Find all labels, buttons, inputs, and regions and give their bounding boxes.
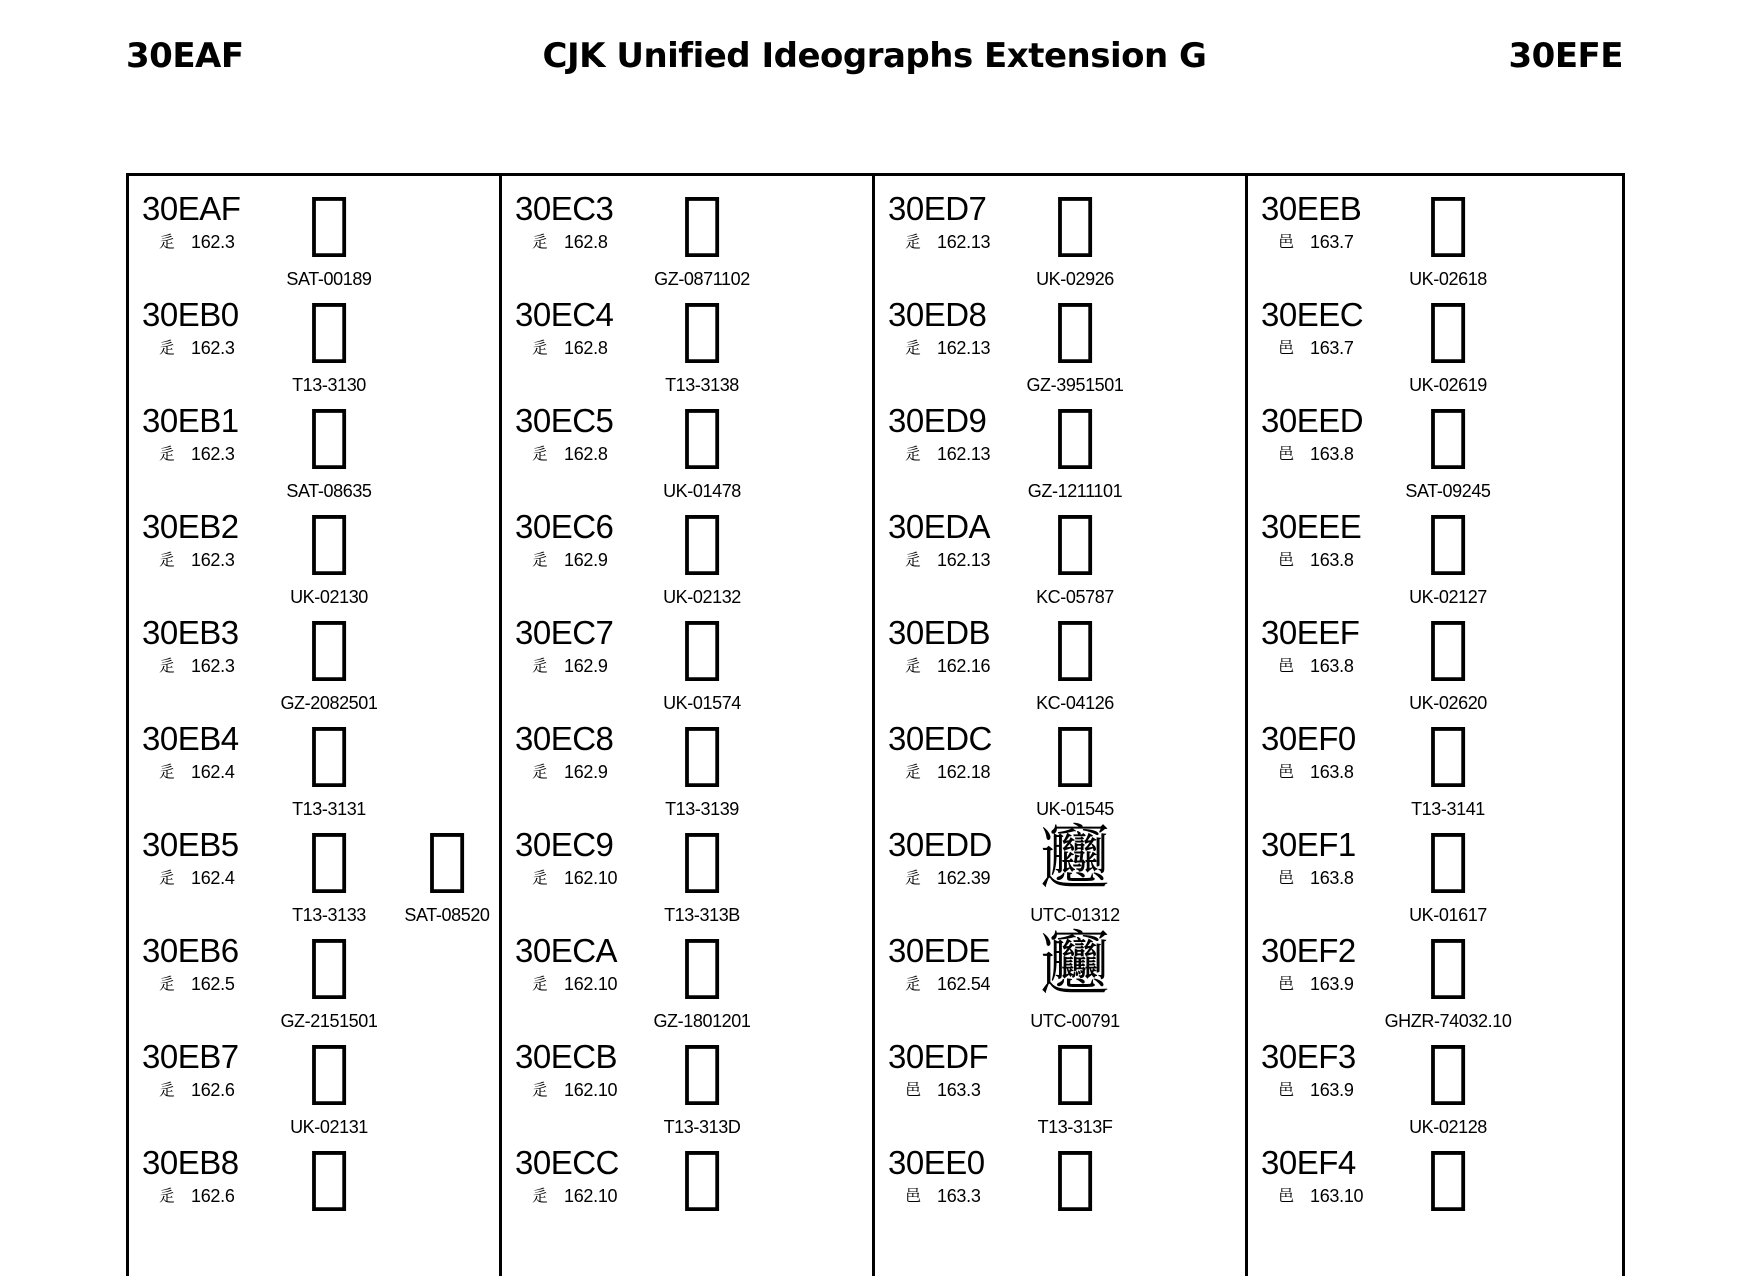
radical-glyph: 辵 [159,338,176,357]
code-point-entry [129,494,502,607]
radical-stroke-count: 163.10 [1310,1186,1364,1206]
code-point-entry [1248,176,1621,289]
source-reference: GZ-2151501 [280,1011,378,1031]
code-point-label: 30EC5 [515,402,614,439]
radical-glyph: 邑 [1278,550,1295,569]
chart-column [875,176,1248,1276]
code-point-entry [1248,918,1621,1031]
code-point-label: 30EC4 [515,296,614,333]
radical-glyph: 邑 [1278,338,1295,357]
page-header [126,36,1623,76]
radical-stroke-count: 162.16 [937,656,991,676]
radical-stroke-count: 163.8 [1310,444,1354,464]
radical-stroke-count: 162.3 [191,444,235,464]
code-point-label: 30EB7 [142,1038,239,1075]
code-point-entry [875,282,1248,395]
code-point-label: 30EDA [888,508,991,545]
radical-stroke-count: 163.8 [1310,550,1354,570]
source-reference: GZ-1211101 [1027,481,1123,501]
source-reference: UK-02127 [1409,587,1487,607]
radical-stroke-count: 162.54 [937,974,991,994]
radical-glyph: 辵 [532,444,549,463]
code-point-label: 30EDB [888,614,991,651]
source-reference: T13-3130 [292,375,366,395]
code-point-entry [502,1024,875,1137]
code-point-entry [1248,494,1621,607]
code-point-entry [875,812,1248,925]
source-reference: GZ-3951501 [1026,375,1124,395]
ideograph-glyph: 𰻃 [681,183,723,262]
radical-stroke-count: 162.10 [564,1080,618,1100]
code-point-label: 30EEC [1261,296,1364,333]
code-point-entry [875,176,1248,289]
code-point-entry [502,388,875,501]
radical-glyph: 辵 [159,444,176,463]
radical-stroke-count: 162.3 [191,550,235,570]
ideograph-glyph: 𰻯 [1427,607,1469,686]
radical-stroke-count: 163.3 [937,1080,981,1100]
radical-glyph: 辵 [532,974,549,993]
code-point-label: 30EB1 [142,402,239,439]
chart-column [129,176,502,1276]
radical-stroke-count: 162.39 [937,868,991,888]
source-reference: UK-01574 [663,693,741,713]
source-reference: UTC-01312 [1030,905,1120,925]
range-end-code: 30EFE [1508,36,1623,76]
source-reference: SAT-09245 [1405,481,1491,501]
radical-glyph: 辵 [905,868,922,887]
radical-glyph: 邑 [1278,1186,1295,1205]
code-chart-grid [126,173,1625,1276]
ideograph-glyph: 𰻈 [681,713,723,792]
radical-stroke-count: 162.3 [191,656,235,676]
ideograph-glyph: 𰻘 [1054,289,1096,368]
ideograph-glyph: 𰻉 [681,819,723,898]
ideograph-glyph: 𰺯 [308,183,350,262]
source-reference-alt: SAT-08520 [404,905,490,925]
radical-glyph: 邑 [1278,974,1295,993]
ideograph-glyph: 𰺵 [308,819,350,898]
code-point-label: 30EC8 [515,720,614,757]
source-reference: T13-3139 [665,799,739,819]
ideograph-glyph: 𰺴 [308,713,350,792]
code-point-label: 30EB5 [142,826,239,863]
source-reference: UK-02131 [290,1117,368,1137]
code-point-label: 30EF3 [1261,1038,1356,1075]
radical-glyph: 辵 [159,868,176,887]
code-point-entry [502,706,875,819]
range-start-code: 30EAF [126,36,244,76]
source-reference: UK-02132 [663,587,741,607]
code-point-entry [875,706,1248,819]
code-point-label: 30EC7 [515,614,614,651]
source-reference: GZ-2082501 [280,693,378,713]
code-point-entry [875,388,1248,501]
code-point-label: 30EED [1261,402,1364,439]
source-reference: T13-3133 [292,905,366,925]
radical-stroke-count: 162.9 [564,762,608,782]
radical-stroke-count: 162.13 [937,550,991,570]
ideograph-glyph: 𰻫 [1427,183,1469,262]
code-point-entry [129,600,502,713]
ideograph-glyph: 𰻟 [1054,1031,1096,1110]
ideograph-glyph: 𰻅 [681,395,723,474]
radical-glyph: 辵 [905,338,922,357]
radical-stroke-count: 162.9 [564,550,608,570]
ideograph-glyph: 𰻆 [681,501,723,580]
code-point-label: 30EDF [888,1038,989,1075]
source-reference: T13-3141 [1411,799,1485,819]
code-point-entry [1248,388,1621,501]
radical-stroke-count: 162.3 [191,338,235,358]
radical-glyph: 辵 [159,1186,176,1205]
source-reference: GZ-1801201 [653,1011,751,1031]
code-point-entry [1248,282,1621,395]
radical-stroke-count: 162.13 [937,232,991,252]
radical-stroke-count: 163.9 [1310,974,1354,994]
ideograph-glyph: 𰻛 [1054,607,1096,686]
source-reference: T13-3138 [665,375,739,395]
code-point-entry [502,1130,875,1236]
ideograph-glyph: 𰻞 [1040,925,1109,1004]
ideograph-glyph: 𰻬 [1427,289,1469,368]
ideograph-glyph: 𰻋 [681,1031,723,1110]
radical-glyph: 辵 [905,974,922,993]
source-reference: SAT-00189 [286,269,372,289]
code-point-entry [502,282,875,395]
code-point-entry [1248,1130,1621,1236]
ideograph-glyph: 𰻲 [1427,925,1469,1004]
code-point-label: 30EF4 [1261,1144,1356,1181]
ideograph-glyph: 𰺰 [308,289,350,368]
ideograph-glyph: 𰺸 [308,1137,350,1216]
radical-glyph: 辵 [532,1080,549,1099]
code-point-label: 30EB0 [142,296,239,333]
block-title: CJK Unified Ideographs Extension G [542,36,1207,76]
code-point-label: 30EAF [142,190,241,227]
source-reference: T13-3131 [292,799,366,819]
code-point-entry [875,494,1248,607]
radical-glyph: 邑 [905,1080,922,1099]
code-point-entry [502,494,875,607]
source-reference: T13-313F [1037,1117,1113,1137]
radical-stroke-count: 162.13 [937,338,991,358]
code-point-entry [1248,706,1621,819]
code-point-entry [1248,1024,1621,1137]
chart-column [1248,176,1621,1276]
source-reference: GHZR-74032.10 [1384,1011,1512,1031]
code-point-entry [502,176,875,289]
code-point-label: 30EB4 [142,720,239,757]
code-point-entry [1248,812,1621,925]
code-point-label: 30EC3 [515,190,614,227]
radical-stroke-count: 162.10 [564,1186,618,1206]
ideograph-glyph-alt: 𰺵 [426,819,468,898]
code-point-label: 30EEE [1261,508,1362,545]
radical-glyph: 邑 [905,1186,922,1205]
source-reference: UK-01617 [1409,905,1487,925]
code-point-label: 30EB8 [142,1144,239,1181]
code-point-label: 30EF0 [1261,720,1356,757]
code-point-label: 30ECA [515,932,618,969]
code-point-entry [129,706,502,819]
radical-glyph: 邑 [1278,762,1295,781]
code-point-label: 30EF2 [1261,932,1356,969]
source-reference: UK-02619 [1409,375,1487,395]
source-reference: UTC-00791 [1030,1011,1120,1031]
code-point-label: 30ECB [515,1038,618,1075]
radical-glyph: 辵 [905,656,922,675]
radical-glyph: 辵 [532,656,549,675]
code-point-label: 30EEB [1261,190,1362,227]
radical-stroke-count: 163.8 [1310,656,1354,676]
ideograph-glyph: 𰻳 [1427,1031,1469,1110]
ideograph-glyph: 𰻰 [1427,713,1469,792]
radical-stroke-count: 162.6 [191,1080,235,1100]
ideograph-glyph: 𰻠 [1054,1137,1096,1216]
radical-glyph: 邑 [1278,232,1295,251]
radical-stroke-count: 162.8 [564,444,608,464]
ideograph-glyph: 𰻭 [1427,395,1469,474]
code-point-label: 30EDE [888,932,991,969]
radical-glyph: 辵 [905,550,922,569]
radical-stroke-count: 162.4 [191,868,235,888]
code-point-label: 30EB3 [142,614,239,651]
code-point-entry [129,388,502,501]
ideograph-glyph: 𰻄 [681,289,723,368]
radical-glyph: 辵 [532,338,549,357]
radical-glyph: 辵 [905,444,922,463]
radical-glyph: 辵 [159,1080,176,1099]
radical-stroke-count: 162.13 [937,444,991,464]
ideograph-glyph: 𰻙 [1054,395,1096,474]
ideograph-glyph: 𰻮 [1427,501,1469,580]
source-reference: KC-05787 [1036,587,1114,607]
source-reference: UK-02128 [1409,1117,1487,1137]
radical-glyph: 辵 [159,550,176,569]
chart-column [502,176,875,1276]
source-reference: UK-01478 [663,481,741,501]
radical-stroke-count: 162.18 [937,762,991,782]
code-point-label: 30EB6 [142,932,239,969]
code-point-entry [129,176,502,289]
code-point-label: 30EC9 [515,826,614,863]
ideograph-glyph: 𰻚 [1054,501,1096,580]
code-point-label: 30ED9 [888,402,987,439]
source-reference: UK-02926 [1036,269,1114,289]
radical-glyph: 辵 [905,762,922,781]
source-reference: T13-313B [664,905,740,925]
ideograph-glyph: 𰺶 [308,925,350,1004]
radical-stroke-count: 163.8 [1310,762,1354,782]
source-reference: T13-313D [663,1117,741,1137]
ideograph-glyph: 𰺷 [308,1031,350,1110]
code-point-entry [875,1130,1248,1236]
radical-glyph: 辵 [905,232,922,251]
code-point-label: 30EEF [1261,614,1360,651]
code-point-label: 30EB2 [142,508,239,545]
radical-glyph: 辵 [532,1186,549,1205]
radical-stroke-count: 162.10 [564,868,618,888]
code-point-entry [875,918,1248,1031]
code-point-entry [875,1024,1248,1137]
source-reference: UK-02130 [290,587,368,607]
code-point-entry [502,812,875,925]
radical-stroke-count: 163.9 [1310,1080,1354,1100]
code-point-label: 30EDC [888,720,992,757]
code-point-entry [502,600,875,713]
radical-glyph: 邑 [1278,868,1295,887]
radical-glyph: 辵 [159,656,176,675]
source-reference: KC-04126 [1036,693,1114,713]
radical-stroke-count: 162.4 [191,762,235,782]
radical-glyph: 辵 [532,762,549,781]
ideograph-glyph: 𰻴 [1427,1137,1469,1216]
code-point-label: 30EE0 [888,1144,985,1181]
code-point-label: 30ED8 [888,296,987,333]
ideograph-glyph: 𰻗 [1054,183,1096,262]
ideograph-glyph: 𰻜 [1054,713,1096,792]
radical-stroke-count: 163.3 [937,1186,981,1206]
ideograph-glyph: 𰻊 [681,925,723,1004]
radical-glyph: 邑 [1278,1080,1295,1099]
code-point-entry [1248,600,1621,713]
code-point-entry [502,918,875,1031]
source-reference: UK-02620 [1409,693,1487,713]
code-point-label: 30EF1 [1261,826,1356,863]
source-reference: SAT-08635 [286,481,372,501]
code-point-entry [129,918,502,1031]
ideograph-glyph: 𰺲 [308,501,350,580]
radical-glyph: 辵 [159,762,176,781]
code-point-label: 30EDD [888,826,992,863]
radical-stroke-count: 163.7 [1310,232,1354,252]
code-point-entry [129,1130,502,1236]
code-point-entry [129,812,502,925]
radical-glyph: 邑 [1278,656,1295,675]
source-reference: UK-02618 [1409,269,1487,289]
radical-glyph: 辵 [159,232,176,251]
radical-stroke-count: 163.7 [1310,338,1354,358]
radical-stroke-count: 163.8 [1310,868,1354,888]
ideograph-glyph: 𰻇 [681,607,723,686]
code-point-label: 30ED7 [888,190,987,227]
radical-stroke-count: 162.8 [564,338,608,358]
radical-glyph: 辵 [532,868,549,887]
ideograph-glyph: 𰻱 [1427,819,1469,898]
ideograph-glyph: 𰺱 [308,395,350,474]
code-point-entry [129,282,502,395]
radical-stroke-count: 162.10 [564,974,618,994]
source-reference: GZ-0871102 [654,269,750,289]
radical-stroke-count: 162.6 [191,1186,235,1206]
code-point-entry [875,600,1248,713]
code-point-label: 30EC6 [515,508,614,545]
ideograph-glyph: 𰺳 [308,607,350,686]
ideograph-glyph: 𰻝 [1040,819,1109,898]
radical-glyph: 辵 [532,232,549,251]
code-point-label: 30ECC [515,1144,619,1181]
radical-stroke-count: 162.8 [564,232,608,252]
radical-glyph: 邑 [1278,444,1295,463]
ideograph-glyph: 𰻌 [681,1137,723,1216]
radical-stroke-count: 162.3 [191,232,235,252]
code-point-entry [129,1024,502,1137]
radical-stroke-count: 162.9 [564,656,608,676]
radical-glyph: 辵 [532,550,549,569]
radical-stroke-count: 162.5 [191,974,235,994]
radical-glyph: 辵 [159,974,176,993]
source-reference: UK-01545 [1036,799,1114,819]
